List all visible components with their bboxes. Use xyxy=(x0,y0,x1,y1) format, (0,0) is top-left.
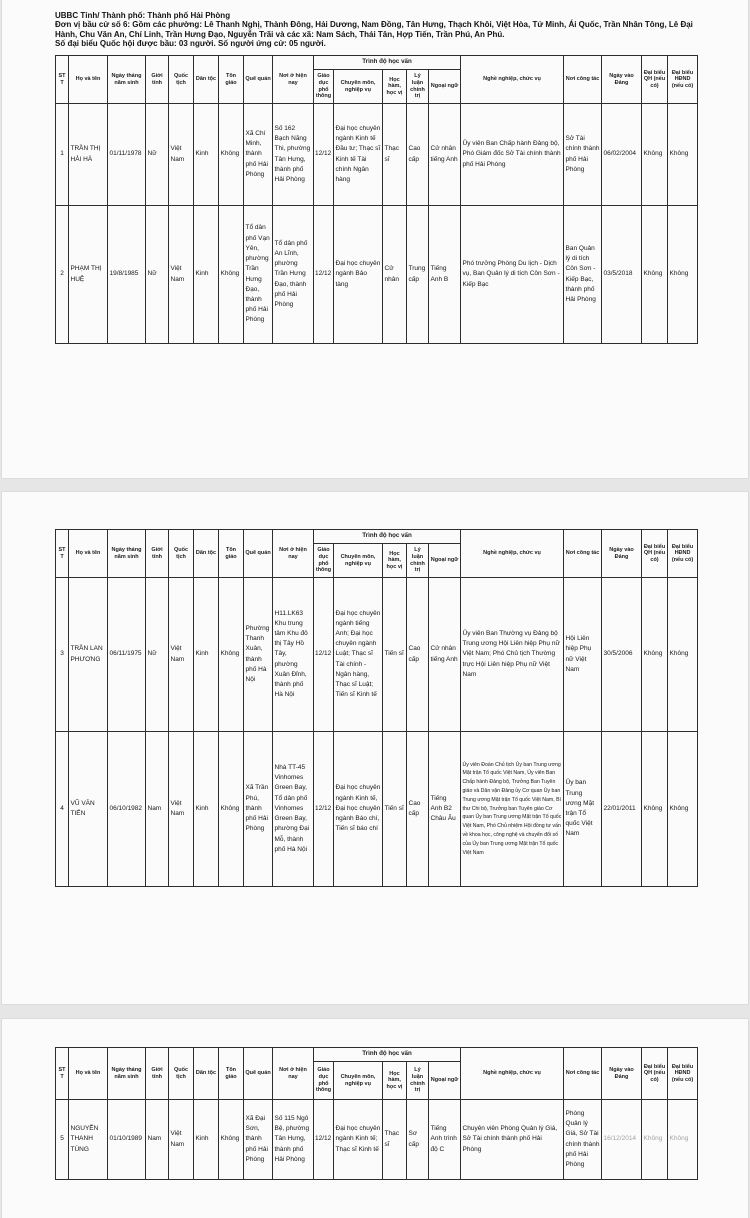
header-na-deputy: Đại biểu QH (nếu có) xyxy=(642,56,668,104)
header-workplace: Nơi công tác xyxy=(564,1048,602,1100)
header-party-admission-date: Ngày vào Đảng xyxy=(602,56,642,104)
header-gender: Giới tính xyxy=(146,56,169,104)
header-council-deputy: Đại biểu HĐND (nếu có) xyxy=(668,56,698,104)
cell-general-education: 12/12 xyxy=(314,578,334,732)
cell-occupation-position: Ủy viên Đoàn Chủ tịch Ủy ban Trung ương Mặt trận Tổ quốc Việt Nam, Ủy viên Ban Chấp hành Đảng bộ, Trưởng Ban Tuyên giáo và Dân vận Đảng ủy Cơ quan Ủy ban Trung ương Mặt trận Tổ quốc Việt Nam, Bí thư Chi bộ, Trưởng ban Tuyên giáo Cơ quan Ủy ban Trung ương Mặt trận Tổ quốc Việt Nam, Phó Chủ nhiệm Hội đồng tư vấn về khoa học, công nghệ và chuyển đổi số của Ủy ban Trung ương Mặt trận Tổ quốc Việt Nam xyxy=(461,732,564,887)
header-row xyxy=(56,1048,698,1062)
header-occupation-position: Nghề nghiệp, chức vụ xyxy=(461,1048,564,1100)
header-full-name: Họ và tên xyxy=(69,1048,108,1100)
cell-date-of-birth: 06/11/1975 xyxy=(108,578,146,732)
header-row xyxy=(56,56,698,70)
cell-gender: Nữ xyxy=(146,206,169,344)
document-page-1 xyxy=(2,0,748,478)
cell-political-theory: Cao cấp xyxy=(407,578,429,732)
header-education: Trình độ học vấn xyxy=(314,1048,461,1062)
header-na-deputy: Đại biểu QH (nếu có) xyxy=(642,530,668,578)
cell-political-theory: Cao cấp xyxy=(407,104,429,206)
cell-general-education: 12/12 xyxy=(314,1100,334,1180)
header-stt: STT xyxy=(56,530,69,578)
cell-foreign-language: Tiếng Anh B xyxy=(429,206,461,344)
cell-current-residence: Tổ dân phố An Lĩnh, phường Trần Hưng Đạo, thành phố Hải Phòng xyxy=(273,206,314,344)
cell-gender: Nữ xyxy=(146,578,169,732)
cell-current-residence: H11.LK63 Khu trung tâm Khu đô thị Tây Hồ Tây, phường Xuân Đỉnh, thành phố Hà Nội xyxy=(273,578,314,732)
candidate-row xyxy=(56,104,698,206)
cell-nationality: Việt Nam xyxy=(169,104,194,206)
cell-date-of-birth: 06/10/1982 xyxy=(108,732,146,887)
header-political-theory: Lý luận chính trị xyxy=(407,70,429,104)
header-nationality: Quốc tịch xyxy=(169,530,194,578)
header-specialization: Chuyên môn, nghiệp vụ xyxy=(334,70,383,104)
cell-nationality: Việt Nam xyxy=(169,578,194,732)
header-academic-degree: Học hàm, học vị xyxy=(383,544,407,578)
cell-specialization: Đại học chuyên ngành Kinh tế, Đại học chuyên ngành Báo chí, Tiến sĩ báo chí xyxy=(334,732,383,887)
cell-foreign-language: Tiếng Anh B2 Châu Âu xyxy=(429,732,461,887)
cell-party-admission-date: 30/5/2006 xyxy=(602,578,642,732)
cell-foreign-language: Tiếng Anh trình độ C xyxy=(429,1100,461,1180)
header-religion: Tôn giáo xyxy=(219,530,244,578)
header-current-residence: Nơi ở hiện nay xyxy=(273,530,314,578)
cell-stt: 5 xyxy=(56,1100,69,1180)
cell-specialization: Đại học chuyên ngành Kinh tế Đầu tư; Thạc sĩ Kinh tế Tài chính Ngân hàng xyxy=(334,104,383,206)
cell-council-deputy: Không xyxy=(668,206,698,344)
header-council-deputy: Đại biểu HĐND (nếu có) xyxy=(668,1048,698,1100)
header-education: Trình độ học vấn xyxy=(314,530,461,544)
cell-current-residence: Nhà TT-45 Vinhomes Green Bay, Tổ dân phố Vinhomes Green Bay, phường Đại Mỗ, thành phố Hà Nội xyxy=(273,732,314,887)
header-general-education: Giáo dục phổ thông xyxy=(314,544,334,578)
table-header xyxy=(56,56,698,104)
cell-party-admission-date: 22/01/2011 xyxy=(602,732,642,887)
cell-ethnicity: Kinh xyxy=(194,732,219,887)
header-party-admission-date: Ngày vào Đảng xyxy=(602,530,642,578)
cell-general-education: 12/12 xyxy=(314,732,334,887)
header-political-theory: Lý luận chính trị xyxy=(407,544,429,578)
header-education: Trình độ học vấn xyxy=(314,56,461,70)
cell-specialization: Đại học chuyên ngành Bảo tàng xyxy=(334,206,383,344)
cell-gender: Nam xyxy=(146,1100,169,1180)
cell-na-deputy: Không xyxy=(642,578,668,732)
header-workplace: Nơi công tác xyxy=(564,530,602,578)
cell-current-residence: Số 115 Ngô Bệ, phường Tân Hưng, thành phố Hải Phòng xyxy=(273,1100,314,1180)
cell-na-deputy: Không xyxy=(642,1100,668,1180)
header-religion: Tôn giáo xyxy=(219,56,244,104)
header-party-admission-date: Ngày vào Đảng xyxy=(602,1048,642,1100)
cell-workplace: Phòng Quản lý Giá, Sở Tài chính thành phố Hải Phòng xyxy=(564,1100,602,1180)
cell-hometown: Tổ dân phố Vạn Yên, phường Trần Hưng Đạo, thành phố Hải Phòng xyxy=(244,206,273,344)
election-committee: UBBC Tỉnh/ Thành phố: Thành phố Hải Phòng xyxy=(55,11,231,20)
cell-religion: Không xyxy=(219,1100,244,1180)
cell-foreign-language: Cử nhân tiếng Anh xyxy=(429,104,461,206)
cell-general-education: 12/12 xyxy=(314,206,334,344)
cell-political-theory: Cao cấp xyxy=(407,732,429,887)
cell-workplace: Hội Liên hiệp Phụ nữ Việt Nam xyxy=(564,578,602,732)
header-hometown: Quê quán xyxy=(244,1048,273,1100)
table-header xyxy=(56,530,698,578)
header-current-residence: Nơi ở hiện nay xyxy=(273,56,314,104)
seats-summary: Số đại biểu Quốc hội được bầu: 03 người. Số người ứng cử: 05 người. xyxy=(55,39,326,49)
cell-na-deputy: Không xyxy=(642,732,668,887)
cell-gender: Nữ xyxy=(146,104,169,206)
cell-religion: Không xyxy=(219,104,244,206)
document-page-2 xyxy=(2,492,748,1004)
cell-specialization: Đại học chuyên ngành Kinh tế; Thạc sĩ Kinh tế xyxy=(334,1100,383,1180)
cell-hometown: Xã Trần Phú, thành phố Hải Phòng xyxy=(244,732,273,887)
candidate-table xyxy=(55,55,698,344)
cell-political-theory: Trung cấp xyxy=(407,206,429,344)
cell-workplace: Ban Quản lý di tích Côn Sơn - Kiếp Bạc, thành phố Hải Phòng xyxy=(564,206,602,344)
cell-specialization: Đại học chuyên ngành tiếng Anh; Đại học chuyên ngành Luật; Thạc sĩ Tài chính - Ngân hàng, Thạc sĩ Luật; Tiến sĩ Kinh tế xyxy=(334,578,383,732)
header-foreign-language: Ngoại ngữ xyxy=(429,1062,461,1100)
cell-council-deputy: Không xyxy=(668,104,698,206)
document-page-3 xyxy=(2,1019,748,1218)
header-hometown: Quê quán xyxy=(244,56,273,104)
cell-hometown: Phường Thanh Xuân, thành phố Hà Nội xyxy=(244,578,273,732)
cell-full-name: NGUYỄN THANH TÙNG xyxy=(69,1100,108,1180)
header-na-deputy: Đại biểu QH (nếu có) xyxy=(642,1048,668,1100)
header-occupation-position: Nghề nghiệp, chức vụ xyxy=(461,56,564,104)
cell-full-name: TRẦN THỊ HẢI HÀ xyxy=(69,104,108,206)
cell-occupation-position: Chuyên viên Phòng Quản lý Giá, Sở Tài chính thành phố Hải Phòng xyxy=(461,1100,564,1180)
cell-current-residence: Số 162 Bạch Năng Thi, phường Tân Hưng, thành phố Hải Phòng xyxy=(273,104,314,206)
cell-foreign-language: Cử nhân tiếng Anh xyxy=(429,578,461,732)
header-workplace: Nơi công tác xyxy=(564,56,602,104)
cell-date-of-birth: 01/10/1989 xyxy=(108,1100,146,1180)
cell-stt: 1 xyxy=(56,104,69,206)
cell-date-of-birth: 01/11/1978 xyxy=(108,104,146,206)
header-specialization: Chuyên môn, nghiệp vụ xyxy=(334,1062,383,1100)
header-foreign-language: Ngoại ngữ xyxy=(429,70,461,104)
cell-full-name: VŨ VĂN TIẾN xyxy=(69,732,108,887)
header-current-residence: Nơi ở hiện nay xyxy=(273,1048,314,1100)
cell-academic-degree: Thạc sĩ xyxy=(383,1100,407,1180)
cell-council-deputy: Không xyxy=(668,732,698,887)
cell-religion: Không xyxy=(219,578,244,732)
header-academic-degree: Học hàm, học vị xyxy=(383,70,407,104)
cell-academic-degree: Tiến sĩ xyxy=(383,578,407,732)
header-full-name: Họ và tên xyxy=(69,530,108,578)
cell-workplace: Sở Tài chính thành phố Hải Phòng xyxy=(564,104,602,206)
cell-religion: Không xyxy=(219,206,244,344)
cell-stt: 3 xyxy=(56,578,69,732)
cell-hometown: Xã Chí Minh, thành phố Hải Phòng xyxy=(244,104,273,206)
cell-academic-degree: Cử nhân xyxy=(383,206,407,344)
header-political-theory: Lý luận chính trị xyxy=(407,1062,429,1100)
candidate-table xyxy=(55,529,698,887)
cell-general-education: 12/12 xyxy=(314,104,334,206)
cell-na-deputy: Không xyxy=(642,104,668,206)
cell-nationality: Việt Nam xyxy=(169,1100,194,1180)
candidate-row xyxy=(56,578,698,732)
header-council-deputy: Đại biểu HĐND (nếu có) xyxy=(668,530,698,578)
cell-religion: Không xyxy=(219,732,244,887)
header-row xyxy=(56,530,698,544)
header-date-of-birth: Ngày tháng năm sinh xyxy=(108,530,146,578)
table-body xyxy=(56,578,698,887)
cell-occupation-position: Phó trưởng Phòng Du lịch - Dịch vụ, Ban Quản lý di tích Côn Sơn - Kiếp Bạc xyxy=(461,206,564,344)
cell-gender: Nam xyxy=(146,732,169,887)
header-date-of-birth: Ngày tháng năm sinh xyxy=(108,1048,146,1100)
cell-ethnicity: Kinh xyxy=(194,206,219,344)
cell-party-admission-date: 16/12/2014 xyxy=(602,1100,642,1180)
cell-political-theory: Sơ cấp xyxy=(407,1100,429,1180)
candidate-row xyxy=(56,206,698,344)
header-full-name: Họ và tên xyxy=(69,56,108,104)
document-header xyxy=(55,11,700,49)
cell-stt: 4 xyxy=(56,732,69,887)
header-ethnicity: Dân tộc xyxy=(194,1048,219,1100)
header-ethnicity: Dân tộc xyxy=(194,530,219,578)
candidate-row xyxy=(56,1100,698,1180)
cell-ethnicity: Kinh xyxy=(194,1100,219,1180)
cell-ethnicity: Kinh xyxy=(194,104,219,206)
header-academic-degree: Học hàm, học vị xyxy=(383,1062,407,1100)
cell-na-deputy: Không xyxy=(642,206,668,344)
cell-workplace: Ủy ban Trung ương Mặt trận Tổ quốc Việt Nam xyxy=(564,732,602,887)
header-general-education: Giáo dục phổ thông xyxy=(314,70,334,104)
header-stt: STT xyxy=(56,1048,69,1100)
header-hometown: Quê quán xyxy=(244,530,273,578)
cell-academic-degree: Thạc sĩ xyxy=(383,104,407,206)
header-gender: Giới tính xyxy=(146,530,169,578)
header-gender: Giới tính xyxy=(146,1048,169,1100)
cell-ethnicity: Kinh xyxy=(194,578,219,732)
cell-occupation-position: Ủy viên Ban Thường vụ Đảng bộ Trung ương Hội Liên hiệp Phụ nữ Việt Nam; Phó Chủ tịch Thường trực Hội Liên hiệp Phụ nữ Việt Nam xyxy=(461,578,564,732)
cell-full-name: PHẠM THỊ HUỆ xyxy=(69,206,108,344)
candidate-row xyxy=(56,732,698,887)
header-foreign-language: Ngoại ngữ xyxy=(429,544,461,578)
cell-party-admission-date: 03/5/2018 xyxy=(602,206,642,344)
header-nationality: Quốc tịch xyxy=(169,1048,194,1100)
header-occupation-position: Nghề nghiệp, chức vụ xyxy=(461,530,564,578)
cell-stt: 2 xyxy=(56,206,69,344)
table-body xyxy=(56,104,698,344)
cell-nationality: Việt Nam xyxy=(169,206,194,344)
cell-full-name: TRẦN LAN PHƯƠNG xyxy=(69,578,108,732)
cell-nationality: Việt Nam xyxy=(169,732,194,887)
header-stt: STT xyxy=(56,56,69,104)
cell-council-deputy: Không xyxy=(668,1100,698,1180)
candidate-table xyxy=(55,1047,698,1180)
cell-hometown: Xã Đại Sơn, thành phố Hải Phòng xyxy=(244,1100,273,1180)
table-body xyxy=(56,1100,698,1180)
header-ethnicity: Dân tộc xyxy=(194,56,219,104)
cell-occupation-position: Ủy viên Ban Chấp hành Đảng bộ, Phó Giám đốc Sở Tài chính thành phố Hải Phòng xyxy=(461,104,564,206)
cell-date-of-birth: 19/8/1985 xyxy=(108,206,146,344)
cell-party-admission-date: 06/02/2004 xyxy=(602,104,642,206)
header-nationality: Quốc tịch xyxy=(169,56,194,104)
cell-council-deputy: Không xyxy=(668,578,698,732)
header-date-of-birth: Ngày tháng năm sinh xyxy=(108,56,146,104)
header-specialization: Chuyên môn, nghiệp vụ xyxy=(334,544,383,578)
constituency-description: Đơn vị bầu cử số 6: Gồm các phường: Lê Thanh Nghị, Thành Đông, Hải Dương, Nam Đồng, Tân Hưng, Thạch Khôi, Việt Hòa, Tứ Minh, Ái Quốc, Trần Nhân Tông, Lê Đại Hành, Chu Văn An, Chí Linh, Trần Hưng Đạo, Nguyễn Trãi và các xã: Nam Sách, Thái Tân, Hợp Tiến, Trần Phú, An Phú. xyxy=(55,20,693,39)
header-religion: Tôn giáo xyxy=(219,1048,244,1100)
cell-academic-degree: Tiến sĩ xyxy=(383,732,407,887)
table-header xyxy=(56,1048,698,1100)
header-general-education: Giáo dục phổ thông xyxy=(314,1062,334,1100)
